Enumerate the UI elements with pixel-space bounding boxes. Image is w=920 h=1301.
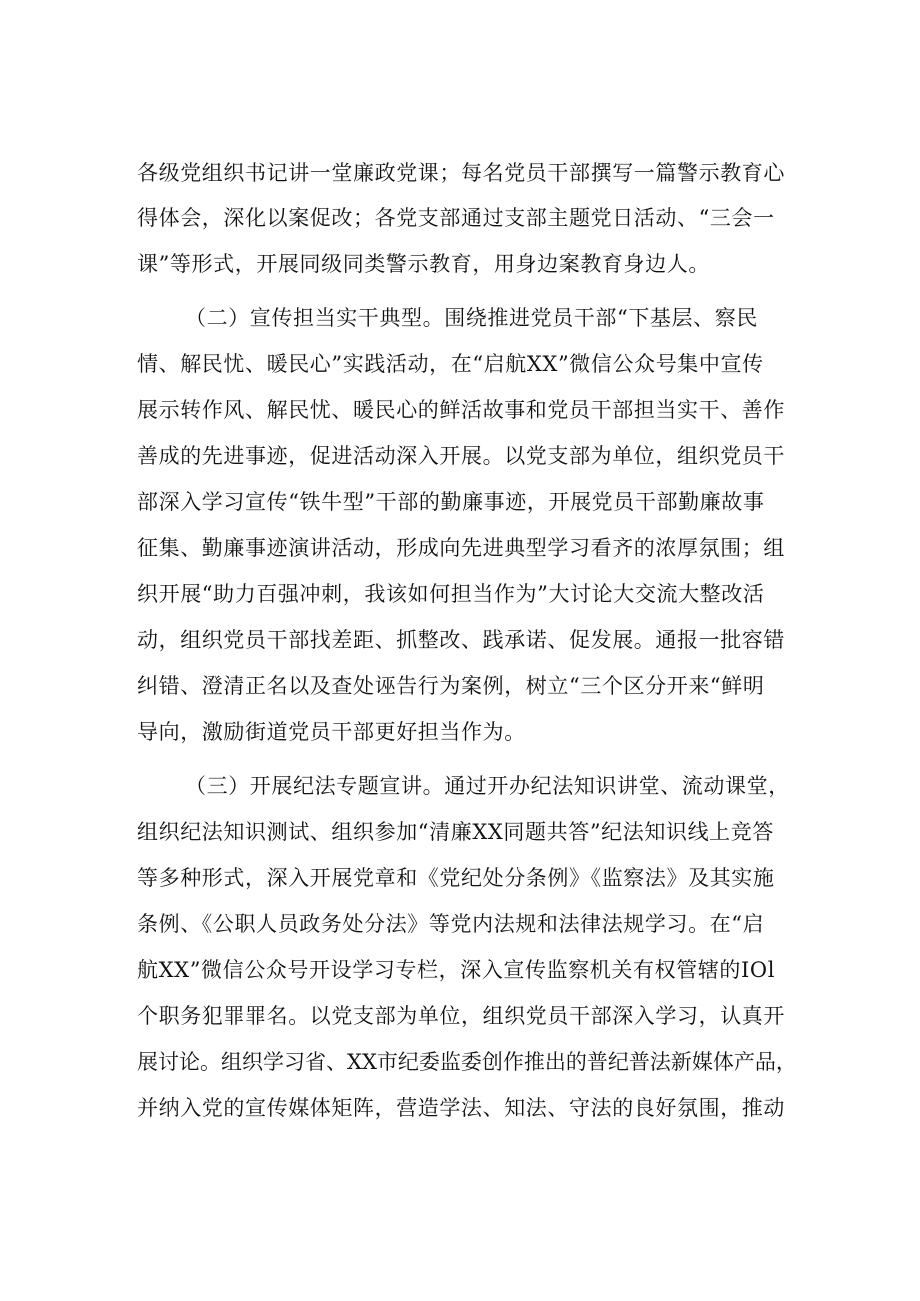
paragraph-3-line-8: 并纳入党的宣传媒体矩阵，营造学法、知法、守法的良好氛围，推动 bbox=[137, 1096, 785, 1120]
paragraph-2-line-2: 情、解民忧、暖民心”实践活动，在“启航XX”微信公众号集中宣传 bbox=[137, 352, 764, 376]
paragraph-2-line-3: 展示转作风、解民忧、暖民心的鲜活故事和党员干部担当实干、善作 bbox=[137, 398, 785, 422]
paragraph-1-line-3: 课”等形式，开展同级同类警示教育，用身边案教育身边人。 bbox=[137, 252, 710, 276]
paragraph-2-line-6: 征集、勤廉事迹演讲活动，形成向先进典型学习看齐的浓厚氛围；组 bbox=[137, 536, 785, 560]
paragraph-2-line-10: 导向，激励街道党员干部更好担当作为。 bbox=[137, 720, 526, 744]
paragraph-2-line-5: 部深入学习宣传“铁牛型”干部的勤廉事迹，开展党员干部勤廉故事 bbox=[137, 490, 765, 514]
paragraph-1-line-2: 得体会，深化以案促改；各党支部通过支部主题党日活动、“三会一 bbox=[137, 206, 775, 230]
paragraph-2-line-7: 织开展“助力百强冲刺，我该如何担当作为”大讨论大交流大整改活 bbox=[137, 582, 765, 606]
paragraph-3-line-5: 航XX”微信公众号开设学习专栏，深入宣传监察机关有权管辖的IOl bbox=[137, 958, 776, 982]
paragraph-1-line-1: 各级党组织书记讲一堂廉政党课；每名党员干部撰写一篇警示教育心 bbox=[137, 161, 785, 185]
paragraph-3-line-7: 展讨论。组织学习省、XX市纪委监委创作推出的普纪普法新媒体产品， bbox=[137, 1050, 797, 1074]
paragraph-2-line-1: （二）宣传担当实干典型。围绕推进党员干部“下基层、察民 bbox=[185, 306, 758, 330]
paragraph-3-line-3: 等多种形式，深入开展党章和《党纪处分条例》《监察法》及其实施 bbox=[137, 866, 775, 890]
paragraph-3-line-6: 个职务犯罪罪名。以党支部为单位，组织党员干部深入学习，认真开 bbox=[137, 1004, 785, 1028]
paragraph-2-line-4: 善成的先进事迹，促进活动深入开展。以党支部为单位，组织党员干 bbox=[137, 444, 785, 468]
paragraph-2-line-9: 纠错、澄清正名以及查处诬告行为案例，树立“三个区分开来“鲜明 bbox=[137, 674, 765, 698]
paragraph-2-line-8: 动，组织党员干部找差距、抓整改、践承诺、促发展。通报一批容错 bbox=[137, 628, 785, 652]
paragraph-3-line-4: 条例、《公职人员政务处分法》等党内法规和法律法规学习。在“启 bbox=[137, 912, 765, 936]
paragraph-3-line-2: 组织纪法知识测试、组织参加“清廉XX同题共答”纪法知识线上竞答 bbox=[137, 820, 774, 844]
paragraph-3-line-1: （三）开展纪法专题宣讲。通过开办纪法知识讲堂、流动课堂， bbox=[185, 774, 790, 798]
